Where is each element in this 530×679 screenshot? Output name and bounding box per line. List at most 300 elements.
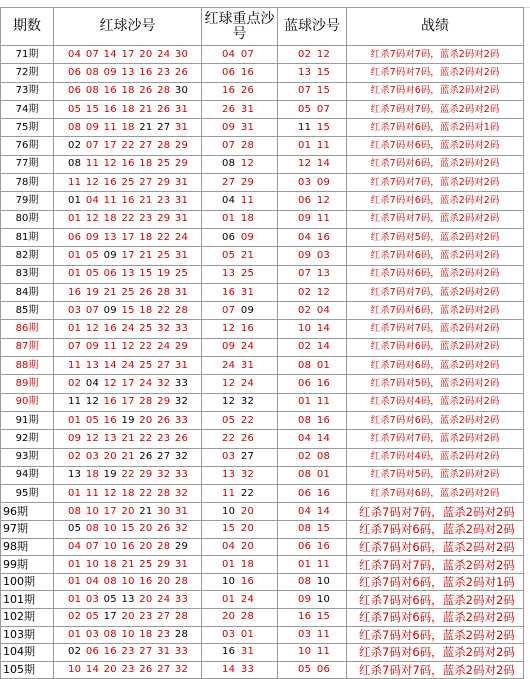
number: 14 (103, 359, 117, 371)
number: 24 (139, 377, 153, 389)
red-key-kill-cell (202, 338, 278, 356)
number: 09 (222, 341, 236, 353)
number: 17 (103, 140, 117, 152)
period-cell: 99期 (1, 556, 54, 574)
number: 10 (103, 523, 117, 535)
number: 23 (157, 66, 171, 78)
number: 26 (157, 103, 171, 115)
number: 31 (240, 103, 255, 115)
red-key-kill-cell (202, 100, 278, 118)
number: 22 (157, 304, 171, 316)
number: 05 (298, 103, 312, 115)
result-cell: 红杀7码对7码，蓝杀2码对2码 (347, 556, 524, 574)
number: 11 (298, 121, 312, 133)
number: 17 (121, 231, 135, 243)
number: 16 (316, 377, 331, 389)
number: 32 (240, 469, 255, 481)
period-cell: 105期 (1, 661, 54, 679)
number: 17 (103, 505, 117, 517)
number: 09 (240, 231, 255, 243)
number: 11 (68, 396, 82, 408)
number: 06 (68, 66, 82, 78)
number: 10 (298, 646, 312, 658)
number: 32 (157, 377, 171, 389)
number: 26 (139, 286, 153, 298)
red-key-kill-cell (202, 82, 278, 100)
number: 29 (157, 558, 171, 570)
number: 06 (103, 268, 117, 280)
number: 31 (240, 646, 255, 658)
number: 12 (222, 396, 236, 408)
number: 28 (157, 286, 171, 298)
number: 03 (68, 304, 82, 316)
period-cell: 84期 (1, 283, 54, 301)
number: 15 (316, 85, 331, 97)
number: 08 (222, 158, 236, 170)
red-kill-cell (54, 430, 202, 448)
number: 15 (121, 304, 135, 316)
red-key-kill-cell (202, 556, 278, 574)
period-cell: 86期 (1, 320, 54, 338)
number: 17 (121, 377, 135, 389)
number: 11 (316, 140, 331, 152)
blue-kill-cell (278, 375, 347, 393)
number: 09 (298, 213, 312, 225)
blue-kill-cell (278, 100, 347, 118)
header-red-kill: 红球沙号 (54, 8, 202, 46)
number: 01 (240, 628, 255, 640)
result-cell: 红杀7码对5码，蓝杀2码对2码 (347, 375, 524, 393)
number: 04 (222, 48, 236, 60)
number: 01 (68, 558, 82, 570)
red-kill-cell (54, 591, 202, 609)
red-kill-cell (54, 661, 202, 679)
number: 27 (139, 176, 153, 188)
header-result: 战绩 (347, 8, 524, 46)
number: 12 (85, 323, 100, 335)
red-key-kill-cell (202, 485, 278, 503)
number: 02 (68, 451, 82, 463)
number: 31 (174, 359, 189, 371)
number: 08 (316, 451, 331, 463)
number: 06 (298, 377, 312, 389)
number: 26 (174, 432, 189, 444)
number: 09 (240, 304, 255, 316)
red-key-kill-cell (202, 192, 278, 210)
number: 07 (222, 304, 236, 316)
result-cell: 红杀7码对6码，蓝杀2码对1码 (347, 119, 524, 137)
number: 28 (174, 628, 189, 640)
number: 26 (157, 523, 171, 535)
number: 20 (139, 540, 153, 552)
number: 18 (240, 213, 255, 225)
number: 19 (103, 469, 117, 481)
result-cell: 红杀7码对6码，蓝杀2码对1码 (347, 573, 524, 591)
number: 05 (85, 611, 100, 623)
number: 16 (121, 540, 135, 552)
red-kill-cell (54, 283, 202, 301)
number: 27 (139, 646, 153, 658)
number: 01 (298, 396, 312, 408)
number: 27 (157, 664, 171, 676)
red-kill-cell (54, 538, 202, 556)
number: 06 (298, 487, 312, 499)
number: 26 (240, 85, 255, 97)
red-kill-cell (54, 265, 202, 283)
number: 15 (222, 523, 236, 535)
number: 13 (222, 469, 236, 481)
red-key-kill-cell (202, 357, 278, 375)
result-cell: 红杀7码对7码，蓝杀2码对2码 (347, 210, 524, 228)
number: 22 (121, 213, 135, 225)
number: 16 (121, 158, 135, 170)
number: 20 (121, 611, 135, 623)
number: 01 (222, 593, 236, 605)
number: 11 (316, 213, 331, 225)
number: 15 (316, 121, 331, 133)
result-cell: 红杀7码对6码，蓝杀2码对2码 (347, 302, 524, 320)
number: 16 (222, 85, 236, 97)
number: 31 (174, 121, 189, 133)
number: 06 (68, 85, 82, 97)
number: 27 (222, 176, 236, 188)
red-kill-cell (54, 357, 202, 375)
blue-kill-cell (278, 283, 347, 301)
number: 22 (121, 140, 135, 152)
table-row (1, 466, 524, 484)
number: 11 (222, 487, 236, 499)
number: 22 (139, 341, 153, 353)
table-row (1, 100, 524, 118)
red-key-kill-cell (202, 210, 278, 228)
number: 10 (298, 323, 312, 335)
number: 14 (316, 432, 331, 444)
number: 11 (103, 121, 117, 133)
number: 14 (316, 505, 331, 517)
table-row (1, 210, 524, 228)
number: 20 (222, 611, 236, 623)
red-key-kill-cell (202, 155, 278, 173)
number: 12 (222, 323, 236, 335)
number: 30 (157, 505, 171, 517)
red-kill-cell (54, 608, 202, 626)
number: 13 (222, 268, 236, 280)
number: 23 (157, 195, 171, 207)
red-kill-cell (54, 573, 202, 591)
number: 14 (316, 323, 331, 335)
number: 17 (121, 396, 135, 408)
number: 31 (174, 103, 189, 115)
number: 24 (240, 341, 255, 353)
number: 21 (121, 432, 135, 444)
table-row (1, 430, 524, 448)
blue-kill-cell (278, 265, 347, 283)
blue-kill-cell (278, 64, 347, 82)
blue-kill-cell (278, 591, 347, 609)
number: 04 (85, 377, 100, 389)
number: 12 (103, 158, 117, 170)
number: 02 (68, 646, 82, 658)
number: 29 (174, 341, 189, 353)
red-kill-cell (54, 228, 202, 246)
number: 22 (157, 231, 171, 243)
number: 01 (68, 195, 82, 207)
number: 20 (139, 414, 153, 426)
red-key-kill-cell (202, 661, 278, 679)
number: 22 (222, 432, 236, 444)
red-kill-cell (54, 644, 202, 662)
number: 25 (157, 249, 171, 261)
table-row (1, 155, 524, 173)
blue-kill-cell (278, 503, 347, 521)
number: 21 (139, 103, 153, 115)
blue-kill-cell (278, 661, 347, 679)
number: 33 (174, 323, 189, 335)
period-cell: 92期 (1, 430, 54, 448)
red-kill-cell (54, 137, 202, 155)
result-cell: 红杀7码对6码，蓝杀2码对2码 (347, 265, 524, 283)
period-cell: 83期 (1, 265, 54, 283)
number: 12 (103, 377, 117, 389)
number: 16 (68, 286, 82, 298)
number: 06 (298, 540, 312, 552)
number: 29 (240, 176, 255, 188)
number: 32 (174, 451, 189, 463)
blue-kill-cell (278, 302, 347, 320)
number: 05 (298, 664, 312, 676)
number: 21 (139, 249, 153, 261)
number: 17 (103, 611, 117, 623)
number: 04 (222, 540, 236, 552)
table-row (1, 228, 524, 246)
result-cell: 红杀7码对6码，蓝杀2码对2码 (347, 192, 524, 210)
result-cell: 红杀7码对7码，蓝杀2码对2码 (347, 661, 524, 679)
table-row (1, 338, 524, 356)
result-cell: 红杀7码对5码，蓝杀2码对2码 (347, 228, 524, 246)
number: 11 (68, 176, 82, 188)
red-key-kill-cell (202, 302, 278, 320)
red-kill-cell (54, 210, 202, 228)
number: 33 (174, 414, 189, 426)
number: 10 (85, 505, 100, 517)
result-cell: 红杀7码对6码，蓝杀2码对2码 (347, 485, 524, 503)
number: 16 (103, 323, 117, 335)
number: 18 (139, 231, 153, 243)
number: 02 (68, 140, 82, 152)
number: 21 (139, 505, 153, 517)
table-row (1, 119, 524, 137)
number: 11 (316, 396, 331, 408)
number: 08 (298, 523, 312, 535)
number: 10 (85, 558, 100, 570)
period-cell: 73期 (1, 82, 54, 100)
number: 12 (103, 487, 117, 499)
number: 16 (240, 576, 255, 588)
red-kill-cell (54, 626, 202, 644)
number: 23 (139, 213, 153, 225)
number: 05 (85, 268, 100, 280)
blue-kill-cell (278, 155, 347, 173)
number: 12 (222, 377, 236, 389)
number: 04 (298, 432, 312, 444)
number: 29 (157, 213, 171, 225)
period-cell: 98期 (1, 538, 54, 556)
number: 06 (85, 646, 100, 658)
number: 13 (103, 231, 117, 243)
number: 08 (85, 66, 100, 78)
table-row (1, 46, 524, 64)
number: 11 (68, 359, 82, 371)
number: 27 (157, 121, 171, 133)
blue-kill-cell (278, 538, 347, 556)
number: 03 (298, 176, 312, 188)
number: 12 (298, 158, 312, 170)
number: 12 (316, 286, 331, 298)
number: 26 (240, 432, 255, 444)
number: 17 (121, 249, 135, 261)
header-blue-kill: 蓝球沙号 (278, 8, 347, 46)
result-cell: 红杀7码对6码，蓝杀2码对2码 (347, 521, 524, 539)
number: 12 (85, 396, 100, 408)
number: 10 (103, 540, 117, 552)
number: 05 (85, 249, 100, 261)
number: 20 (240, 523, 255, 535)
red-kill-cell (54, 155, 202, 173)
number: 22 (139, 432, 153, 444)
table-row (1, 283, 524, 301)
number: 18 (139, 304, 153, 316)
number: 11 (316, 628, 331, 640)
period-cell: 91期 (1, 411, 54, 429)
red-key-kill-cell (202, 573, 278, 591)
result-cell: 红杀7码对7码，蓝杀2码对2码 (347, 503, 524, 521)
table-row (1, 137, 524, 155)
number: 02 (68, 377, 82, 389)
red-kill-cell (54, 174, 202, 192)
number: 16 (103, 396, 117, 408)
number: 03 (85, 593, 100, 605)
number: 28 (174, 304, 189, 316)
red-kill-cell (54, 338, 202, 356)
number: 02 (298, 304, 312, 316)
result-cell: 红杀7码对6码，蓝杀2码对2码 (347, 82, 524, 100)
number: 09 (85, 341, 100, 353)
number: 06 (222, 231, 236, 243)
number: 18 (121, 487, 135, 499)
red-key-kill-cell (202, 538, 278, 556)
number: 07 (85, 304, 100, 316)
red-key-kill-cell (202, 119, 278, 137)
number: 13 (121, 268, 135, 280)
blue-kill-cell (278, 466, 347, 484)
number: 25 (139, 323, 153, 335)
result-cell: 红杀7码对6码，蓝杀2码对2码 (347, 591, 524, 609)
number: 05 (68, 103, 82, 115)
number: 33 (174, 469, 189, 481)
number: 24 (240, 593, 255, 605)
number: 31 (174, 505, 189, 517)
table-row (1, 82, 524, 100)
number: 33 (174, 593, 189, 605)
result-cell: 红杀7码对7码，蓝杀2码对2码 (347, 320, 524, 338)
number: 07 (298, 85, 312, 97)
number: 01 (68, 213, 82, 225)
number: 11 (316, 646, 331, 658)
number: 20 (157, 576, 171, 588)
number: 25 (121, 286, 135, 298)
red-key-kill-cell (202, 626, 278, 644)
number: 13 (68, 469, 82, 481)
number: 04 (316, 304, 331, 316)
blue-kill-cell (278, 119, 347, 137)
number: 26 (174, 66, 189, 78)
number: 05 (68, 523, 82, 535)
table-row (1, 556, 524, 574)
number: 21 (240, 249, 255, 261)
period-cell: 79期 (1, 192, 54, 210)
number: 02 (68, 611, 82, 623)
number: 15 (316, 611, 331, 623)
number: 05 (222, 414, 236, 426)
number: 02 (298, 48, 312, 60)
number: 08 (103, 628, 117, 640)
number: 16 (222, 646, 236, 658)
number: 24 (174, 231, 189, 243)
period-cell: 76期 (1, 137, 54, 155)
number: 14 (316, 158, 331, 170)
number: 16 (103, 85, 117, 97)
red-key-kill-cell (202, 393, 278, 411)
number: 31 (174, 558, 189, 570)
number: 24 (121, 323, 135, 335)
number: 16 (139, 576, 153, 588)
number: 12 (85, 432, 100, 444)
result-cell: 红杀7码对6码，蓝杀2码对2码 (347, 247, 524, 265)
period-cell: 82期 (1, 247, 54, 265)
period-cell: 95期 (1, 485, 54, 503)
number: 18 (103, 213, 117, 225)
number: 07 (316, 103, 331, 115)
number: 01 (68, 487, 82, 499)
number: 20 (121, 505, 135, 517)
number: 21 (121, 558, 135, 570)
period-cell: 75期 (1, 119, 54, 137)
number: 12 (85, 213, 100, 225)
red-key-kill-cell (202, 265, 278, 283)
number: 02 (298, 286, 312, 298)
number: 21 (121, 451, 135, 463)
number: 10 (222, 576, 236, 588)
number: 18 (103, 558, 117, 570)
period-cell: 78期 (1, 174, 54, 192)
table-row (1, 393, 524, 411)
number: 16 (298, 611, 312, 623)
number: 22 (121, 469, 135, 481)
number: 15 (139, 268, 153, 280)
number: 28 (157, 487, 171, 499)
period-cell: 87期 (1, 338, 54, 356)
blue-kill-cell (278, 247, 347, 265)
red-key-kill-cell (202, 608, 278, 626)
number: 01 (68, 414, 82, 426)
number: 03 (316, 249, 331, 261)
number: 18 (240, 558, 255, 570)
table-row (1, 265, 524, 283)
number: 09 (316, 176, 331, 188)
number: 28 (139, 396, 153, 408)
number: 16 (316, 540, 331, 552)
number: 16 (316, 231, 331, 243)
